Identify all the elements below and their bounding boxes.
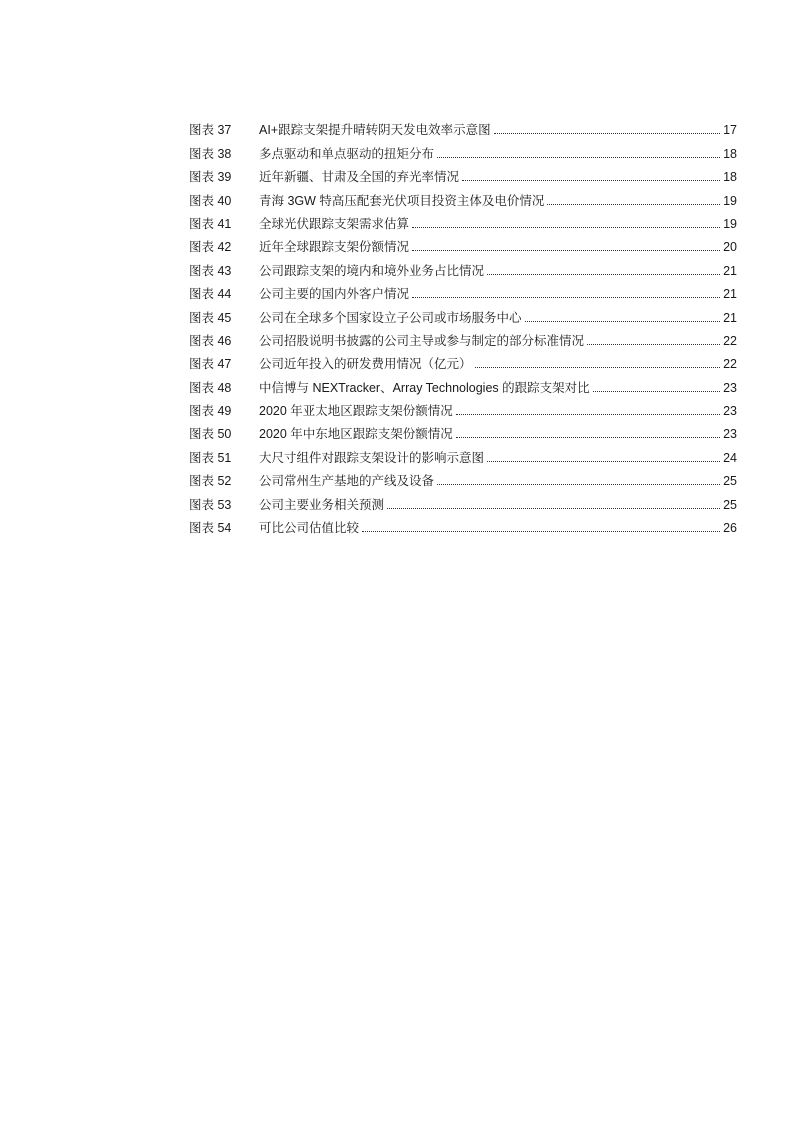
dot-leader bbox=[437, 483, 720, 485]
toc-entry-page: 26 bbox=[723, 521, 737, 536]
toc-entry-title: 公司在全球多个国家设立子公司或市场服务中心 bbox=[259, 310, 522, 325]
toc-entry-label: 图表 51 bbox=[189, 450, 232, 465]
toc-entry-label: 图表 45 bbox=[189, 310, 232, 325]
toc-entry[interactable] bbox=[189, 209, 737, 232]
toc-entry-label: 图表 38 bbox=[189, 146, 232, 161]
toc-entry-title: 青海 3GW 特高压配套光伏项目投资主体及电价情况 bbox=[259, 193, 545, 208]
toc-entry-page: 21 bbox=[723, 287, 737, 302]
toc-entry-label: 图表 40 bbox=[189, 193, 232, 208]
toc-entry-label: 图表 47 bbox=[189, 357, 232, 372]
toc-entry-page: 23 bbox=[723, 380, 737, 395]
toc-entry[interactable] bbox=[189, 489, 737, 512]
toc-entry[interactable] bbox=[189, 138, 737, 161]
toc-entry-title: 可比公司估值比较 bbox=[259, 521, 360, 536]
toc-entry-page: 24 bbox=[723, 450, 737, 465]
toc-entry-page: 19 bbox=[723, 216, 737, 231]
toc-entry-page: 22 bbox=[723, 333, 737, 348]
toc-entry[interactable] bbox=[189, 162, 737, 185]
toc-entry-label: 图表 52 bbox=[189, 474, 232, 489]
toc-entry-label: 图表 42 bbox=[189, 240, 232, 255]
toc-entry-label: 图表 50 bbox=[189, 427, 232, 442]
toc-entry-page: 21 bbox=[723, 310, 737, 325]
dot-leader bbox=[412, 249, 720, 251]
dot-leader bbox=[593, 390, 720, 392]
toc-entry-title: 公司常州生产基地的产线及设备 bbox=[259, 474, 435, 489]
toc-entry[interactable] bbox=[189, 302, 737, 325]
toc-entry-title: 中信博与 NEXTracker、Array Technologies 的跟踪支架对比 bbox=[259, 380, 590, 395]
toc-entry-title: 公司主要的国内外客户情况 bbox=[259, 287, 410, 302]
dot-leader bbox=[494, 132, 720, 134]
toc-entry-title: 公司跟踪支架的境内和境外业务占比情况 bbox=[259, 263, 485, 278]
toc-entry-page: 17 bbox=[723, 123, 737, 138]
dot-leader bbox=[487, 460, 720, 462]
toc-entry-page: 19 bbox=[723, 193, 737, 208]
toc-entry-page: 22 bbox=[723, 357, 737, 372]
dot-leader bbox=[387, 507, 720, 509]
toc-entry-title: 公司近年投入的研发费用情况（亿元） bbox=[259, 357, 472, 372]
toc-entry[interactable] bbox=[189, 349, 737, 372]
toc-entry[interactable] bbox=[189, 513, 737, 536]
toc-entry[interactable] bbox=[189, 232, 737, 255]
toc-entry-label: 图表 54 bbox=[189, 521, 232, 536]
toc-entry[interactable] bbox=[189, 255, 737, 278]
dot-leader bbox=[547, 203, 720, 205]
toc-entry[interactable] bbox=[189, 279, 737, 302]
dot-leader bbox=[456, 413, 720, 415]
toc-entry-title: 近年全球跟踪支架份额情况 bbox=[259, 240, 410, 255]
toc-entry-page: 21 bbox=[723, 263, 737, 278]
toc-entry[interactable] bbox=[189, 185, 737, 208]
toc-entry[interactable] bbox=[189, 115, 737, 138]
dot-leader bbox=[587, 343, 720, 345]
toc-entry[interactable] bbox=[189, 326, 737, 349]
toc-entry-label: 图表 39 bbox=[189, 170, 232, 185]
toc-entry-label: 图表 49 bbox=[189, 404, 232, 419]
toc-entry-label: 图表 37 bbox=[189, 123, 232, 138]
toc-entry-title: 公司招股说明书披露的公司主导或参与制定的部分标准情况 bbox=[259, 333, 585, 348]
toc-entry-label: 图表 41 bbox=[189, 216, 232, 231]
dot-leader bbox=[475, 366, 720, 368]
dot-leader bbox=[462, 179, 720, 181]
dot-leader bbox=[456, 436, 720, 438]
toc-entry-title: 全球光伏跟踪支架需求估算 bbox=[259, 216, 410, 231]
dot-leader bbox=[412, 296, 720, 298]
toc-entry-page: 18 bbox=[723, 170, 737, 185]
toc-entry[interactable] bbox=[189, 419, 737, 442]
toc-entry-page: 23 bbox=[723, 404, 737, 419]
toc-entry-title: 2020 年中东地区跟踪支架份额情况 bbox=[259, 427, 453, 442]
toc-entry-label: 图表 46 bbox=[189, 333, 232, 348]
toc-entry-page: 20 bbox=[723, 240, 737, 255]
toc-entry[interactable] bbox=[189, 372, 737, 395]
table-of-figures bbox=[189, 115, 737, 536]
toc-entry-page: 23 bbox=[723, 427, 737, 442]
toc-entry[interactable] bbox=[189, 442, 737, 465]
dot-leader bbox=[525, 320, 720, 322]
toc-entry-label: 图表 44 bbox=[189, 287, 232, 302]
toc-entry-page: 25 bbox=[723, 497, 737, 512]
toc-entry-label: 图表 48 bbox=[189, 380, 232, 395]
toc-entry-title: 近年新疆、甘肃及全国的弃光率情况 bbox=[259, 170, 460, 185]
toc-entry-title: 大尺寸组件对跟踪支架设计的影响示意图 bbox=[259, 450, 485, 465]
toc-entry-title: 多点驱动和单点驱动的扭矩分布 bbox=[259, 146, 435, 161]
toc-entry-title: 公司主要业务相关预测 bbox=[259, 497, 385, 512]
dot-leader bbox=[362, 530, 720, 532]
toc-entry-page: 25 bbox=[723, 474, 737, 489]
dot-leader bbox=[412, 226, 720, 228]
toc-entry-page: 18 bbox=[723, 146, 737, 161]
toc-entry-title: 2020 年亚太地区跟踪支架份额情况 bbox=[259, 404, 453, 419]
toc-entry-title: AI+跟踪支架提升晴转阴天发电效率示意图 bbox=[259, 123, 491, 138]
dot-leader bbox=[437, 156, 720, 158]
toc-entry-label: 图表 53 bbox=[189, 497, 232, 512]
toc-entry[interactable] bbox=[189, 466, 737, 489]
toc-entry[interactable] bbox=[189, 396, 737, 419]
toc-entry-label: 图表 43 bbox=[189, 263, 232, 278]
dot-leader bbox=[487, 273, 720, 275]
